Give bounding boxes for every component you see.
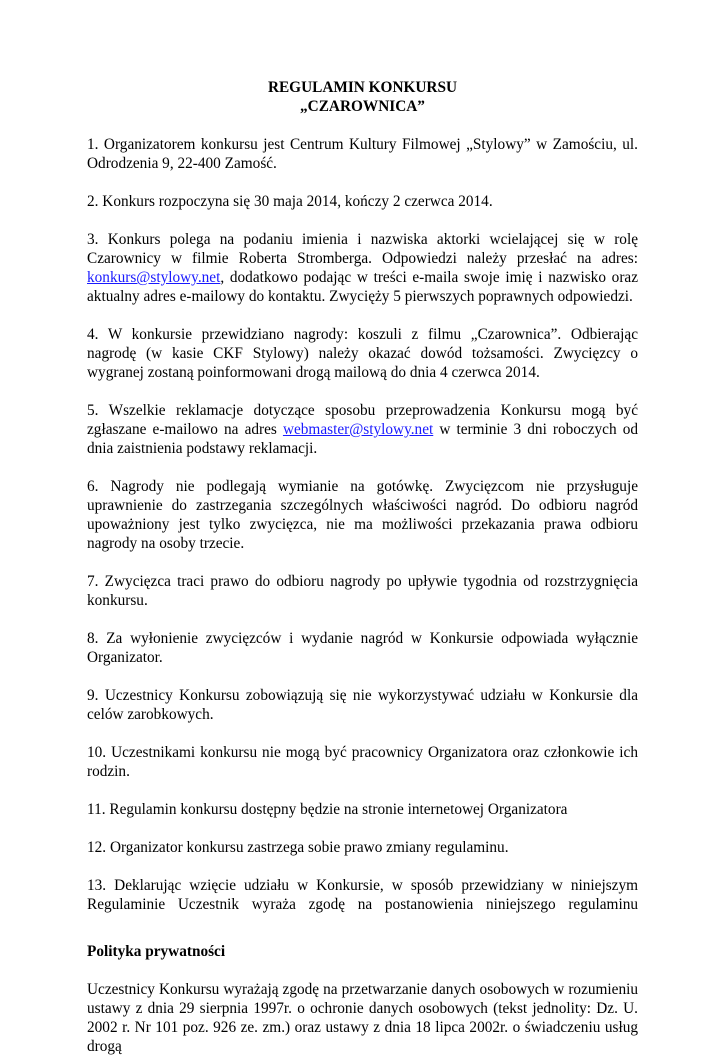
contest-email-link[interactable]: konkurs@stylowy.net xyxy=(87,269,221,286)
document-title xyxy=(87,78,638,116)
webmaster-email-link[interactable]: webmaster@stylowy.net xyxy=(282,421,434,438)
paragraph-4: 4. W konkursie przewidziano nagrody: koszuli z filmu „Czarownica”. Odbierając nagrodę (w kasie CKF Stylowy) należy okazać dowód tożsamości. Zwycięzcy o wygranej zostaną poinformowani drogą mailową do dnia 4 czerwca 2014. xyxy=(87,326,638,381)
title-line-1: REGULAMIN KONKURSU xyxy=(267,79,458,96)
paragraph-12: 12. Organizator konkursu zastrzega sobie prawo zmiany regulaminu. xyxy=(87,839,509,856)
title-line-2: „CZAROWNICA” xyxy=(300,98,425,115)
privacy-heading: Polityka prywatności xyxy=(87,943,226,960)
privacy-paragraph: Uczestnicy Konkursu wyrażają zgodę na przetwarzanie danych osobowych w rozumieniu ustawy z dnia 29 sierpnia 1997r. o ochronie danych osobowych (tekst jednolity: Dz. U. 2002 r. Nr 101 poz. 926 ze. zm.) oraz ustawy z dnia 18 lipca 2002r. o świadczeniu usług drogą xyxy=(87,981,638,1055)
paragraph-5-text-before: 5. Wszelkie reklamacje dotyczące sposobu przeprowadzenia Konkursu mogą być zgłaszane e-mailowo na adres xyxy=(87,402,638,438)
paragraph-6: 6. Nagrody nie podlegają wymianie na gotówkę. Zwycięzcom nie przysługuje uprawnienie do zastrzegania szczególnych właściwości nagród. Do odbioru nagród upoważniony jest tylko zwycięzca, nie ma możliwości przekazania prawa odbioru nagrody na osoby trzecie. xyxy=(87,478,638,552)
paragraph-10: 10. Uczestnikami konkursu nie mogą być pracownicy Organizatora oraz członkowie ich rodzin. xyxy=(87,744,638,780)
paragraph-8: 8. Za wyłonienie zwycięzców i wydanie nagród w Konkursie odpowiada wyłącznie Organizator. xyxy=(87,630,638,666)
paragraph-9: 9. Uczestnicy Konkursu zobowiązują się nie wykorzystywać udziału w Konkursie dla celów zarobkowych. xyxy=(87,687,638,723)
paragraph-7: 7. Zwycięzca traci prawo do odbioru nagrody po upływie tygodnia od rozstrzygnięcia konkursu. xyxy=(87,573,638,609)
paragraph-5-text-after: w terminie 3 dni roboczych od dnia zaistnienia podstawy reklamacji. xyxy=(87,421,638,457)
document-page xyxy=(87,78,638,1056)
paragraph-3-text-after: , dodatkowo podając w treści e-maila swoje imię i nazwisko oraz aktualny adres e-mailowy do kontaktu. Zwycięży 5 pierwszych poprawnych odpowiedzi. xyxy=(87,269,638,305)
paragraph-1: 1. Organizatorem konkursu jest Centrum Kultury Filmowej „Stylowy” w Zamościu, ul. Odrodzenia 9, 22-400 Zamość. xyxy=(87,136,638,172)
paragraph-2: 2. Konkurs rozpoczyna się 30 maja 2014, kończy 2 czerwca 2014. xyxy=(87,193,493,210)
paragraph-3 xyxy=(87,230,638,306)
paragraph-3-text-before: 3. Konkurs polega na podaniu imienia i nazwiska aktorki wcielającej się w rolę Czarownicy w filmie Roberta Stromberga. Odpowiedzi należy przesłać na adres: xyxy=(87,231,638,267)
paragraph-11: 11. Regulamin konkursu dostępny będzie na stronie internetowej Organizatora xyxy=(87,801,568,818)
paragraph-5 xyxy=(87,401,638,458)
paragraph-13: 13. Deklarując wzięcie udziału w Konkursie, w sposób przewidziany w niniejszym Regulaminie Uczestnik wyraża zgodę na postanowienia niniejszego regulaminu xyxy=(87,877,638,913)
